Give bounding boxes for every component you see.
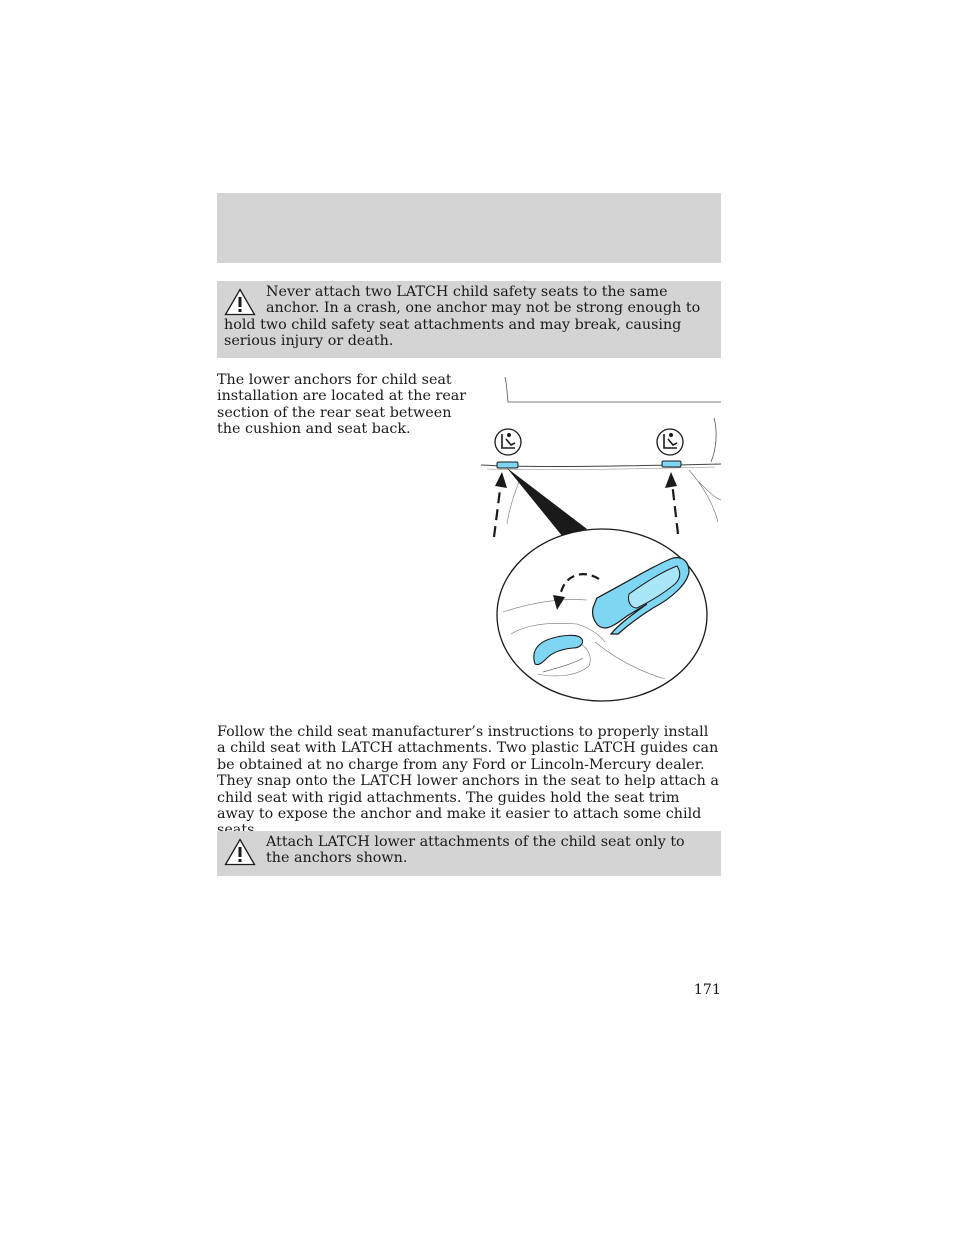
child-seat-anchor-icon <box>657 429 683 455</box>
section-header-bar <box>217 193 721 263</box>
warning-triangle-icon <box>224 288 256 316</box>
warning-box-two-seats <box>217 281 721 358</box>
latch-anchor-illustration <box>477 372 721 704</box>
page-number: 171 <box>693 982 721 998</box>
anchor-location-text: The lower anchors for child seat installation are located at the rear section of the rear seat between the cushion and seat back. <box>217 372 467 438</box>
warning-text: Never attach two LATCH child safety seats to the same anchor. In a crash, one anchor may not be strong enough to hold two child safety seat attachments and may break, causing serious injury or death. <box>224 284 701 350</box>
child-seat-anchor-icon <box>495 429 521 455</box>
warning-box-anchors-only <box>217 831 721 876</box>
latch-guides-text: Follow the child seat manufacturer’s instructions to properly install a child seat with LATCH attachments. Two plastic LATCH guides can be obtained at no charge from any Ford or Lincoln-Mercury dealer. They snap onto the LATCH lower anchors in the seat to help attach a child seat with rigid attachments. The guides hold the seat trim away to expose the anchor and make it easier to attach some child <box>217 724 719 823</box>
warning-text: Attach LATCH lower attachments of the child seat only to the anchors shown. <box>266 834 685 867</box>
warning-triangle-icon <box>224 838 256 866</box>
